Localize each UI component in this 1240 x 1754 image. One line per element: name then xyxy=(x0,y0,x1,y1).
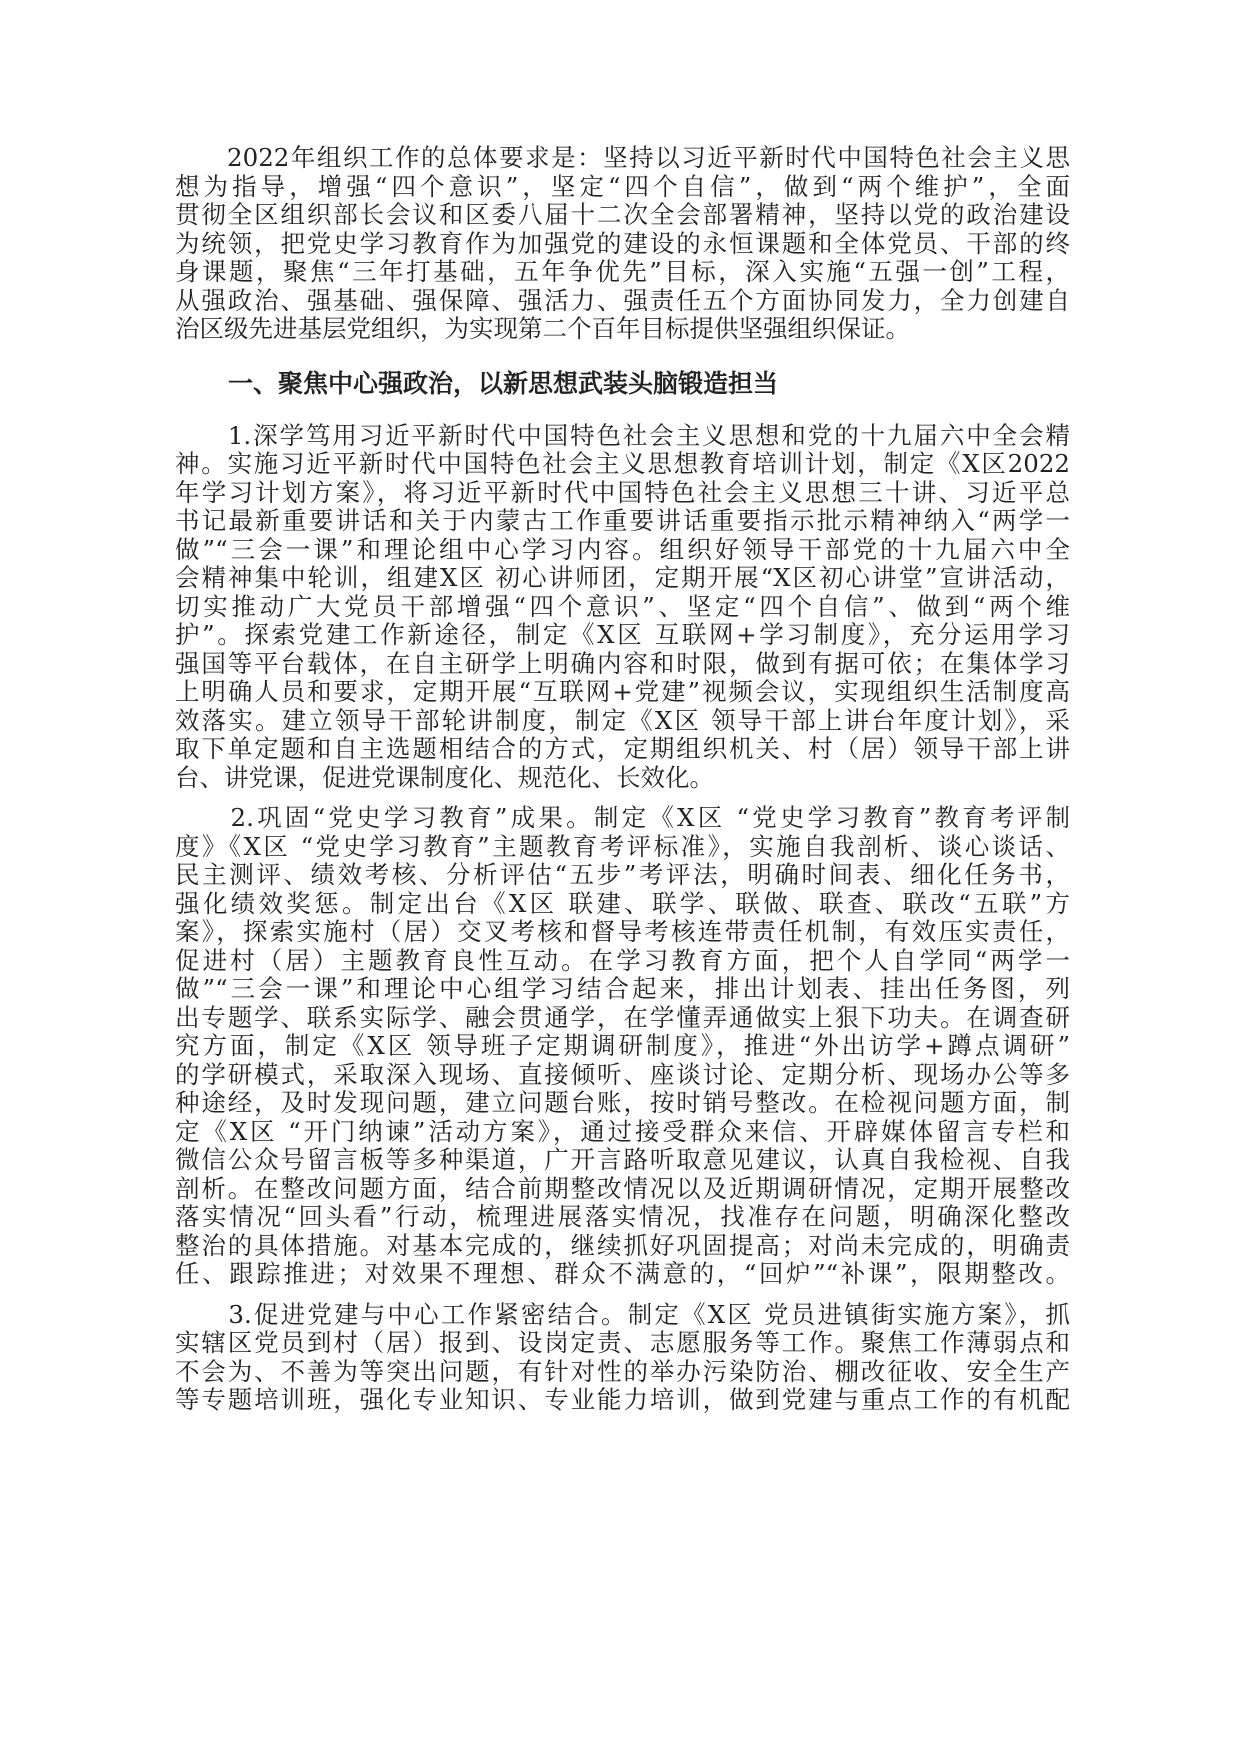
text-line: 促进村（居）主题教育良性互动。在学习教育方面，把个人自学同“两学一 xyxy=(175,946,1070,975)
text-line: 做”“三会一课”和理论组中心学习内容。组织好领导干部党的十九届六中全 xyxy=(175,535,1070,564)
text-line: 想为指导，增强“四个意识”，坚定“四个自信”，做到“两个维护”，全面 xyxy=(175,172,1070,201)
text-line: 任、跟踪推进；对效果不理想、群众不满意的，“回炉”“补课”，限期整改。 xyxy=(175,1260,1070,1288)
text-line: 种途经，及时发现问题，建立问题台账，按时销号整改。在检视问题方面，制 xyxy=(175,1089,1070,1117)
text-line: 不会为、不善为等突出问题，有针对性的举办污染防治、棚改征收、安全生产 xyxy=(175,1357,1070,1386)
text-line: 度》《X区 “党史学习教育”主题教育考评标准》，实施自我剖析、谈心谈话、 xyxy=(175,832,1070,861)
text-line: 案》，探索实施村（居）交叉考核和督导考核连带责任机制，有效压实责任， xyxy=(175,918,1070,946)
text-line: 1.深学笃用习近平新时代中国特色社会主义思想和党的十九届六中全会精 xyxy=(175,421,1070,450)
text-line: 神。实施习近平新时代中国特色社会主义思想教育培训计划，制定《X区2022 xyxy=(175,450,1070,478)
text-line: 切实推动广大党员干部增强“四个意识”、坚定“四个自信”、做到“两个维 xyxy=(175,592,1070,621)
text-line: 年学习计划方案》，将习近平新时代中国特色社会主义思想三十讲、习近平总 xyxy=(175,478,1070,507)
text-line: 会精神集中轮训，组建X区 初心讲师团，定期开展“X区初心讲堂”宣讲活动， xyxy=(175,564,1070,592)
paragraph-1 xyxy=(175,422,1070,793)
text-line: 落实情况“回头看”行动，梳理进展落实情况，找准存在问题，明确深化整改 xyxy=(175,1203,1070,1231)
text-line: 的学研模式，采取深入现场、直接倾听、座谈讨论、定期分析、现场办公等多 xyxy=(175,1060,1070,1089)
text-line: 效落实。建立领导干部轮讲制度，制定《X区 领导干部上讲台年度计划》，采 xyxy=(175,706,1070,735)
text-line: 强化绩效奖惩。制定出台《X区 联建、联学、联做、联查、联改“五联”方 xyxy=(175,889,1070,918)
text-line: 实辖区党员到村（居）报到、设岗定责、志愿服务等工作。聚焦工作薄弱点和 xyxy=(175,1329,1070,1357)
text-line: 身课题，聚焦“三年打基础，五年争优先”目标，深入实施“五强一创”工程， xyxy=(175,258,1070,286)
text-line: 剖析。在整改问题方面，结合前期整改情况以及近期调研情况，定期开展整改 xyxy=(175,1174,1070,1203)
paragraph-2 xyxy=(175,804,1070,1289)
text-line: 治区级先进基层党组织，为实现第二个百年目标提供坚强组织保证。 xyxy=(175,315,910,343)
text-line: 定《X区 “开门纳谏”活动方案》，通过接受群众来信、开辟媒体留言专栏和 xyxy=(175,1117,1070,1146)
text-line: 取下单定题和自主选题相结合的方式，定期组织机关、村（居）领导干部上讲 xyxy=(175,735,1070,763)
text-line: 等专题培训班，强化专业知识、专业能力培训，做到党建与重点工作的有机配 xyxy=(175,1386,1070,1414)
section-heading: 一、聚焦中心强政治，以新思想武装头脑锻造担当 xyxy=(228,368,779,398)
text-line: 强国等平台载体，在自主研学上明确内容和时限，做到有据可依；在集体学习 xyxy=(175,649,1070,678)
intro-paragraph xyxy=(175,144,1070,344)
text-line: 2.巩固“党史学习教育”成果。制定《X区 “党史学习教育”教育考评制 xyxy=(175,804,1070,832)
text-line: 2022年组织工作的总体要求是：坚持以习近平新时代中国特色社会主义思 xyxy=(175,144,1070,172)
text-line: 贯彻全区组织部长会议和区委八届十二次全会部署精神，坚持以党的政治建设 xyxy=(175,201,1070,229)
text-line: 3.促进党建与中心工作紧密结合。制定《X区 党员进镇街实施方案》，抓 xyxy=(175,1300,1070,1329)
paragraph-3 xyxy=(175,1301,1070,1415)
text-line: 为统领，把党史学习教育作为加强党的建设的永恒课题和全体党员、干部的终 xyxy=(175,229,1070,258)
text-line: 护”。探索党建工作新途径，制定《X区 互联网+学习制度》，充分运用学习 xyxy=(175,621,1070,649)
text-line: 整治的具体措施。对基本完成的，继续抓好巩固提高；对尚未完成的，明确责 xyxy=(175,1231,1070,1260)
text-line: 微信公众号留言板等多种渠道，广开言路听取意见建议，认真自我检视、自我 xyxy=(175,1146,1070,1174)
text-line: 台、讲党课，促进党课制度化、规范化、长效化。 xyxy=(175,763,714,792)
text-line: 上明确人员和要求，定期开展“互联网+党建”视频会议，实现组织生活制度高 xyxy=(175,678,1070,706)
text-line: 从强政治、强基础、强保障、强活力、强责任五个方面协同发力，全力创建自 xyxy=(175,286,1070,315)
text-line: 究方面，制定《X区 领导班子定期调研制度》，推进“外出访学+蹲点调研” xyxy=(175,1032,1070,1060)
text-line: 书记最新重要讲话和关于内蒙古工作重要讲话重要指示批示精神纳入“两学一 xyxy=(175,507,1070,535)
text-line: 做”“三会一课”和理论中心组学习结合起来，排出计划表、挂出任务图，列 xyxy=(175,975,1070,1003)
text-line: 民主测评、绩效考核、分析评估“五步”考评法，明确时间表、细化任务书， xyxy=(175,861,1070,889)
text-line: 出专题学、联系实际学、融会贯通学，在学懂弄通做实上狠下功夫。在调查研 xyxy=(175,1003,1070,1032)
document-page xyxy=(175,144,1070,1415)
